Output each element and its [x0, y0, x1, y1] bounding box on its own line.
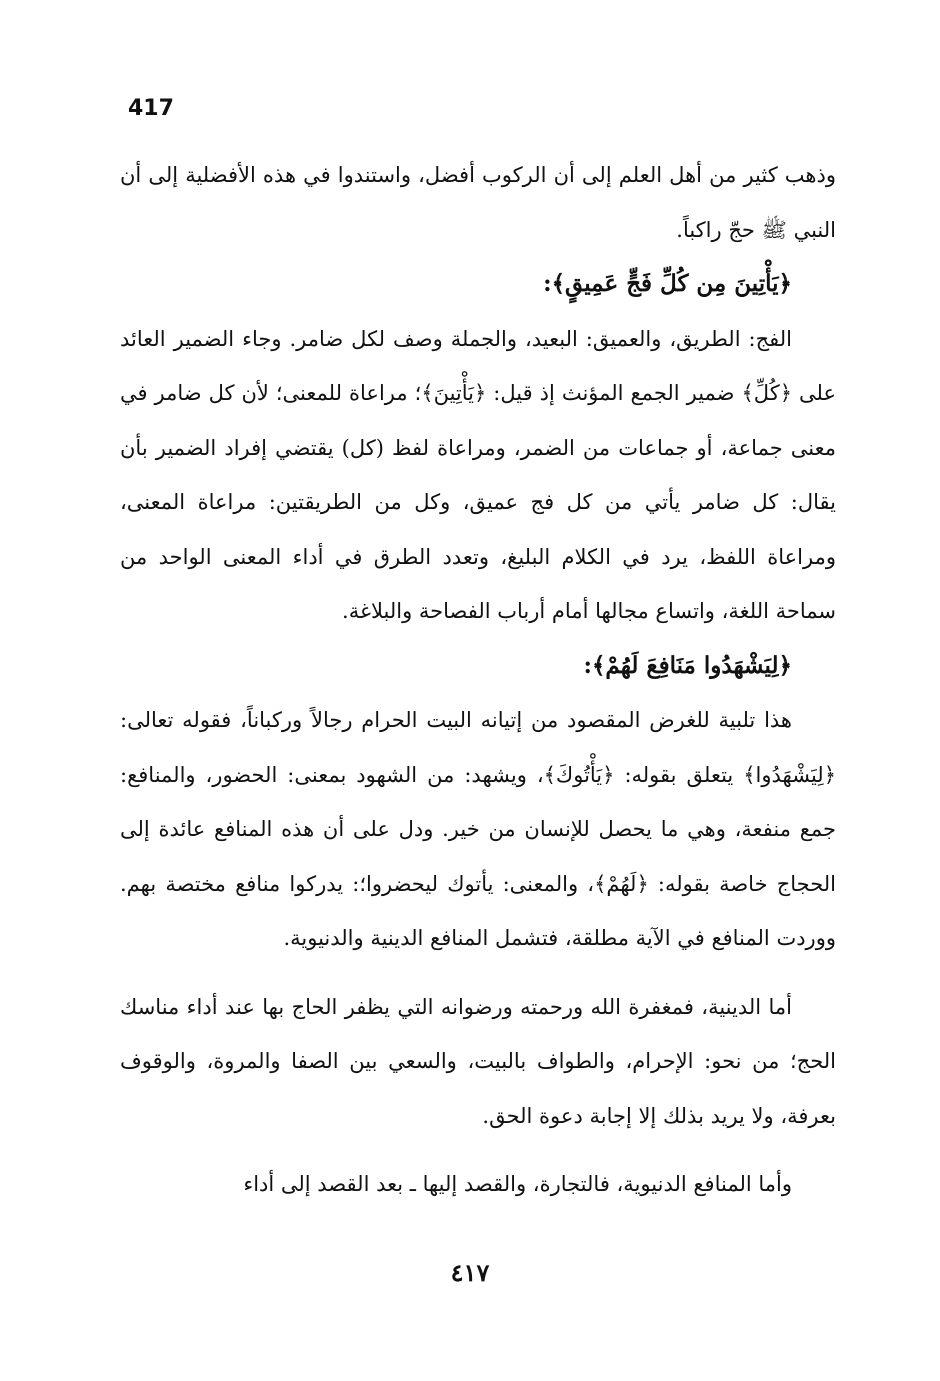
- paragraph-worldly-benefits: وأما المنافع الدنيوية، فالتجارة، والقصد إليها ـ بعد القصد إلى أداء: [243, 1172, 792, 1196]
- page-number-top: 417: [128, 96, 174, 121]
- paragraph-fajj-explanation: الفج: الطريق، والعميق: البعيد، والجملة وصف لكل ضامر. وجاء الضمير العائد على ﴿كُلِّ﴾ ضمير الجمع المؤنث إذ قيل: ﴿يَأْتِينَ﴾؛ مراعاة للمعنى؛ لأن كل ضامر في معنى جماعة، أو جماعات من الضمر، ومراعاة لفظ (كل) يقتضي إفراد الضمير بأن يقال: كل ضامر يأتي من كل فج عميق، وكل من الطريقتين: مراعاة المعنى، ومراعاة اللفظ، يرد في الكلام البليغ، وتعدد الطرق في أداء المعنى الواحد من سماحة اللغة، واتساع مجالها أمام أرباب الفصاحة والبلاغة.: [120, 326, 836, 623]
- verse-heading-manafi: ﴿لِيَشْهَدُوا مَنَافِعَ لَهُمْ﴾:: [583, 651, 792, 679]
- verse-heading-fajj: ﴿يَأْتِينَ مِن كُلِّ فَجٍّ عَمِيقٍ﴾:: [543, 270, 792, 297]
- page-body: [120, 148, 836, 1212]
- page-number-bottom: ٤١٧: [450, 1258, 490, 1287]
- paragraph-manafi-explanation: هذا تلبية للغرض المقصود من إتيانه البيت الحرام رجالاً وركباناً، فقوله تعالى: ﴿لِيَشْهَدُوا﴾ يتعلق بقوله: ﴿يَأْتُوكَ﴾، ويشهد: من الشهود بمعنى: الحضور، والمنافع: جمع منفعة، وهي ما يحصل للإنسان من خير. ودل على أن هذه المنافع عائدة إلى الحجاج خاصة بقوله: ﴿لَهُمْ﴾، والمعنى: يأتوك ليحضروا؛: يدركوا منافع مختصة بهم. ووردت المنافع في الآية مطلقة، فتشمل المنافع الدينية والدنيوية.: [120, 708, 836, 950]
- paragraph-riding: وذهب كثير من أهل العلم إلى أن الركوب أفضل، واستندوا في هذه الأفضلية إلى أن النبي ﷺ حجّ راكباً.: [120, 163, 836, 242]
- paragraph-religious-benefits: أما الدينية، فمغفرة الله ورحمته ورضوانه التي يظفر الحاج بها عند أداء مناسك الحج؛ من نحو: الإحرام، والطواف بالبيت، والسعي بين الصفا والمروة، والوقوف بعرفة، ولا يريد بذلك إلا إجابة دعوة الحق.: [120, 994, 836, 1128]
